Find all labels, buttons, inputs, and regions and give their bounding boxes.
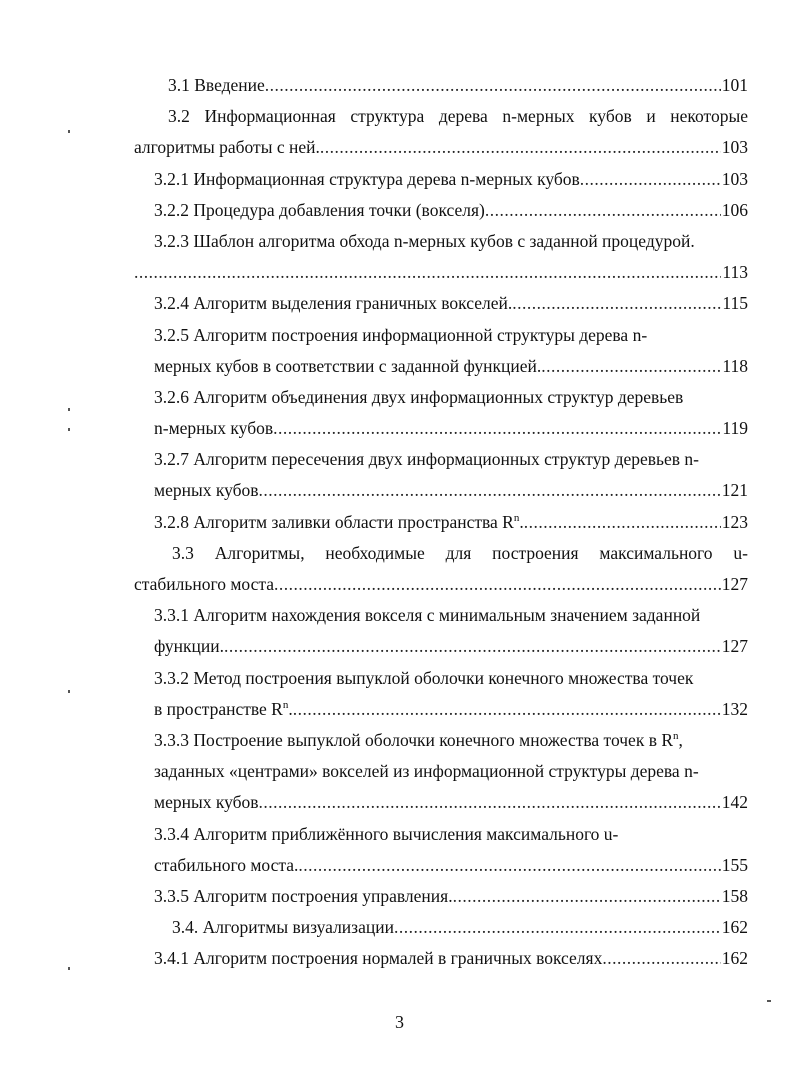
scan-speck (68, 690, 70, 693)
toc-page-number: 142 (721, 792, 748, 813)
scan-speck (68, 130, 70, 133)
superscript: n (282, 698, 289, 711)
toc-entry-3-3-2: 3.3.2 Метод построения выпуклой оболочки конечного множества точек (154, 667, 694, 688)
toc-page-number: 127 (721, 636, 748, 657)
toc-page-number: 103 (721, 137, 748, 158)
toc-entry-3-4-1: 3.4.1 Алгоритм построения нормалей в граничных вокселях ..... 162 (134, 943, 748, 974)
toc-entry-3-3-cont: стабильного моста ..... 127 (134, 569, 748, 600)
toc-entry-3-4: 3.4. Алгоритмы визуализации ..... 162 (134, 912, 748, 943)
toc-entry-3-1: 3.1 Введение ..... 101 (134, 70, 748, 101)
table-of-contents (134, 70, 748, 974)
toc-entry-3-3-2-cont: в пространстве $R^n$. ..... 132 (134, 694, 748, 725)
toc-entry-3-2-5: 3.2.5 Алгоритм построения информационной структуры дерева n- (154, 324, 648, 345)
toc-page-number: 155 (721, 854, 748, 875)
toc-page-number: 103 (721, 168, 748, 189)
toc-page-number: 119 (722, 418, 748, 439)
toc-entry-3-2-1: 3.2.1 Информационная структура дерева n-мерных кубов ..... 103 (134, 164, 748, 195)
toc-page-number: 115 (722, 293, 748, 314)
toc-entry-3-2-2: 3.2.2 Процедура добавления точки (вокселя) ..... 106 (134, 195, 748, 226)
toc-page-number: 162 (721, 917, 748, 938)
toc-entry-3-3: 3.3 Алгоритмы, необходимые для построения максимального u- (172, 542, 748, 563)
scan-speck (68, 408, 70, 411)
page-number: 3 (395, 1012, 404, 1032)
toc-entry-3-2-7: 3.2.7 Алгоритм пересечения двух информационных структур деревьев n- (154, 449, 700, 470)
toc-entry-3-2: 3.2 Информационная структура дерева n-мерных кубов и некоторые (168, 106, 748, 127)
toc-entry-3-2-3-cont (134, 257, 748, 288)
toc-entry-3-2-6: 3.2.6 Алгоритм объединения двух информационных структур деревьев (154, 386, 684, 407)
toc-entry-3-3-4-cont: стабильного моста. ..... 155 (134, 850, 748, 881)
toc-entry-3-2-4: 3.2.4 Алгоритм выделения граничных вокселей. ..... 115 (134, 288, 748, 319)
toc-page-number: 123 (721, 511, 748, 532)
toc-entry-3-3-5: 3.3.5 Алгоритм построения управления. ..... 158 (134, 881, 748, 912)
toc-page-number: 118 (722, 355, 748, 376)
toc-page-number: 127 (721, 574, 748, 594)
toc-entry-3-3-3: 3.3.3 Построение выпуклой оболочки конечного множества точек в $R^n$, (154, 729, 683, 750)
toc-entry-3-2-5-cont: мерных кубов в соответствии с заданной функцией. ..... 118 (134, 351, 748, 382)
toc-page-number: 158 (721, 885, 748, 906)
superscript: n (673, 729, 679, 742)
toc-entry-3-3-1-cont: функции. ..... 127 (134, 631, 748, 662)
toc-entry-3-3-3-cont2: мерных кубов ..... 142 (134, 787, 748, 818)
toc-entry-3-2-6-cont: n-мерных кубов ..... 119 (134, 413, 748, 444)
scan-speck (68, 428, 70, 431)
toc-page-number: 101 (721, 75, 748, 95)
scan-speck (767, 1000, 771, 1002)
toc-entry-3-3-1: 3.3.1 Алгоритм нахождения вокселя с минимальным значением заданной (154, 605, 701, 626)
scan-speck (68, 967, 70, 970)
toc-entry-3-3-4: 3.3.4 Алгоритм приближённого вычисления максимального u- (154, 823, 619, 844)
toc-page-number: 106 (721, 199, 748, 220)
toc-page-number: 132 (721, 698, 748, 719)
toc-entry-3-2-8: 3.2.8 Алгоритм заливки области пространства $R^n$. ..... 123 (134, 507, 748, 538)
toc-entry-3-2-3: 3.2.3 Шаблон алгоритма обхода n-мерных кубов с заданной процедурой. (154, 230, 695, 251)
toc-page-number: 121 (721, 480, 748, 501)
superscript: n (513, 511, 520, 524)
toc-page-number: 162 (721, 948, 748, 969)
toc-entry-3-2-cont: алгоритмы работы с ней. ..... 103 (134, 132, 748, 163)
toc-entry-3-2-7-cont: мерных кубов ..... 121 (134, 475, 748, 506)
toc-page-number: 113 (722, 262, 748, 283)
toc-entry-3-3-3-cont1: заданных «центрами» вокселей из информационной структуры дерева n- (154, 761, 699, 782)
